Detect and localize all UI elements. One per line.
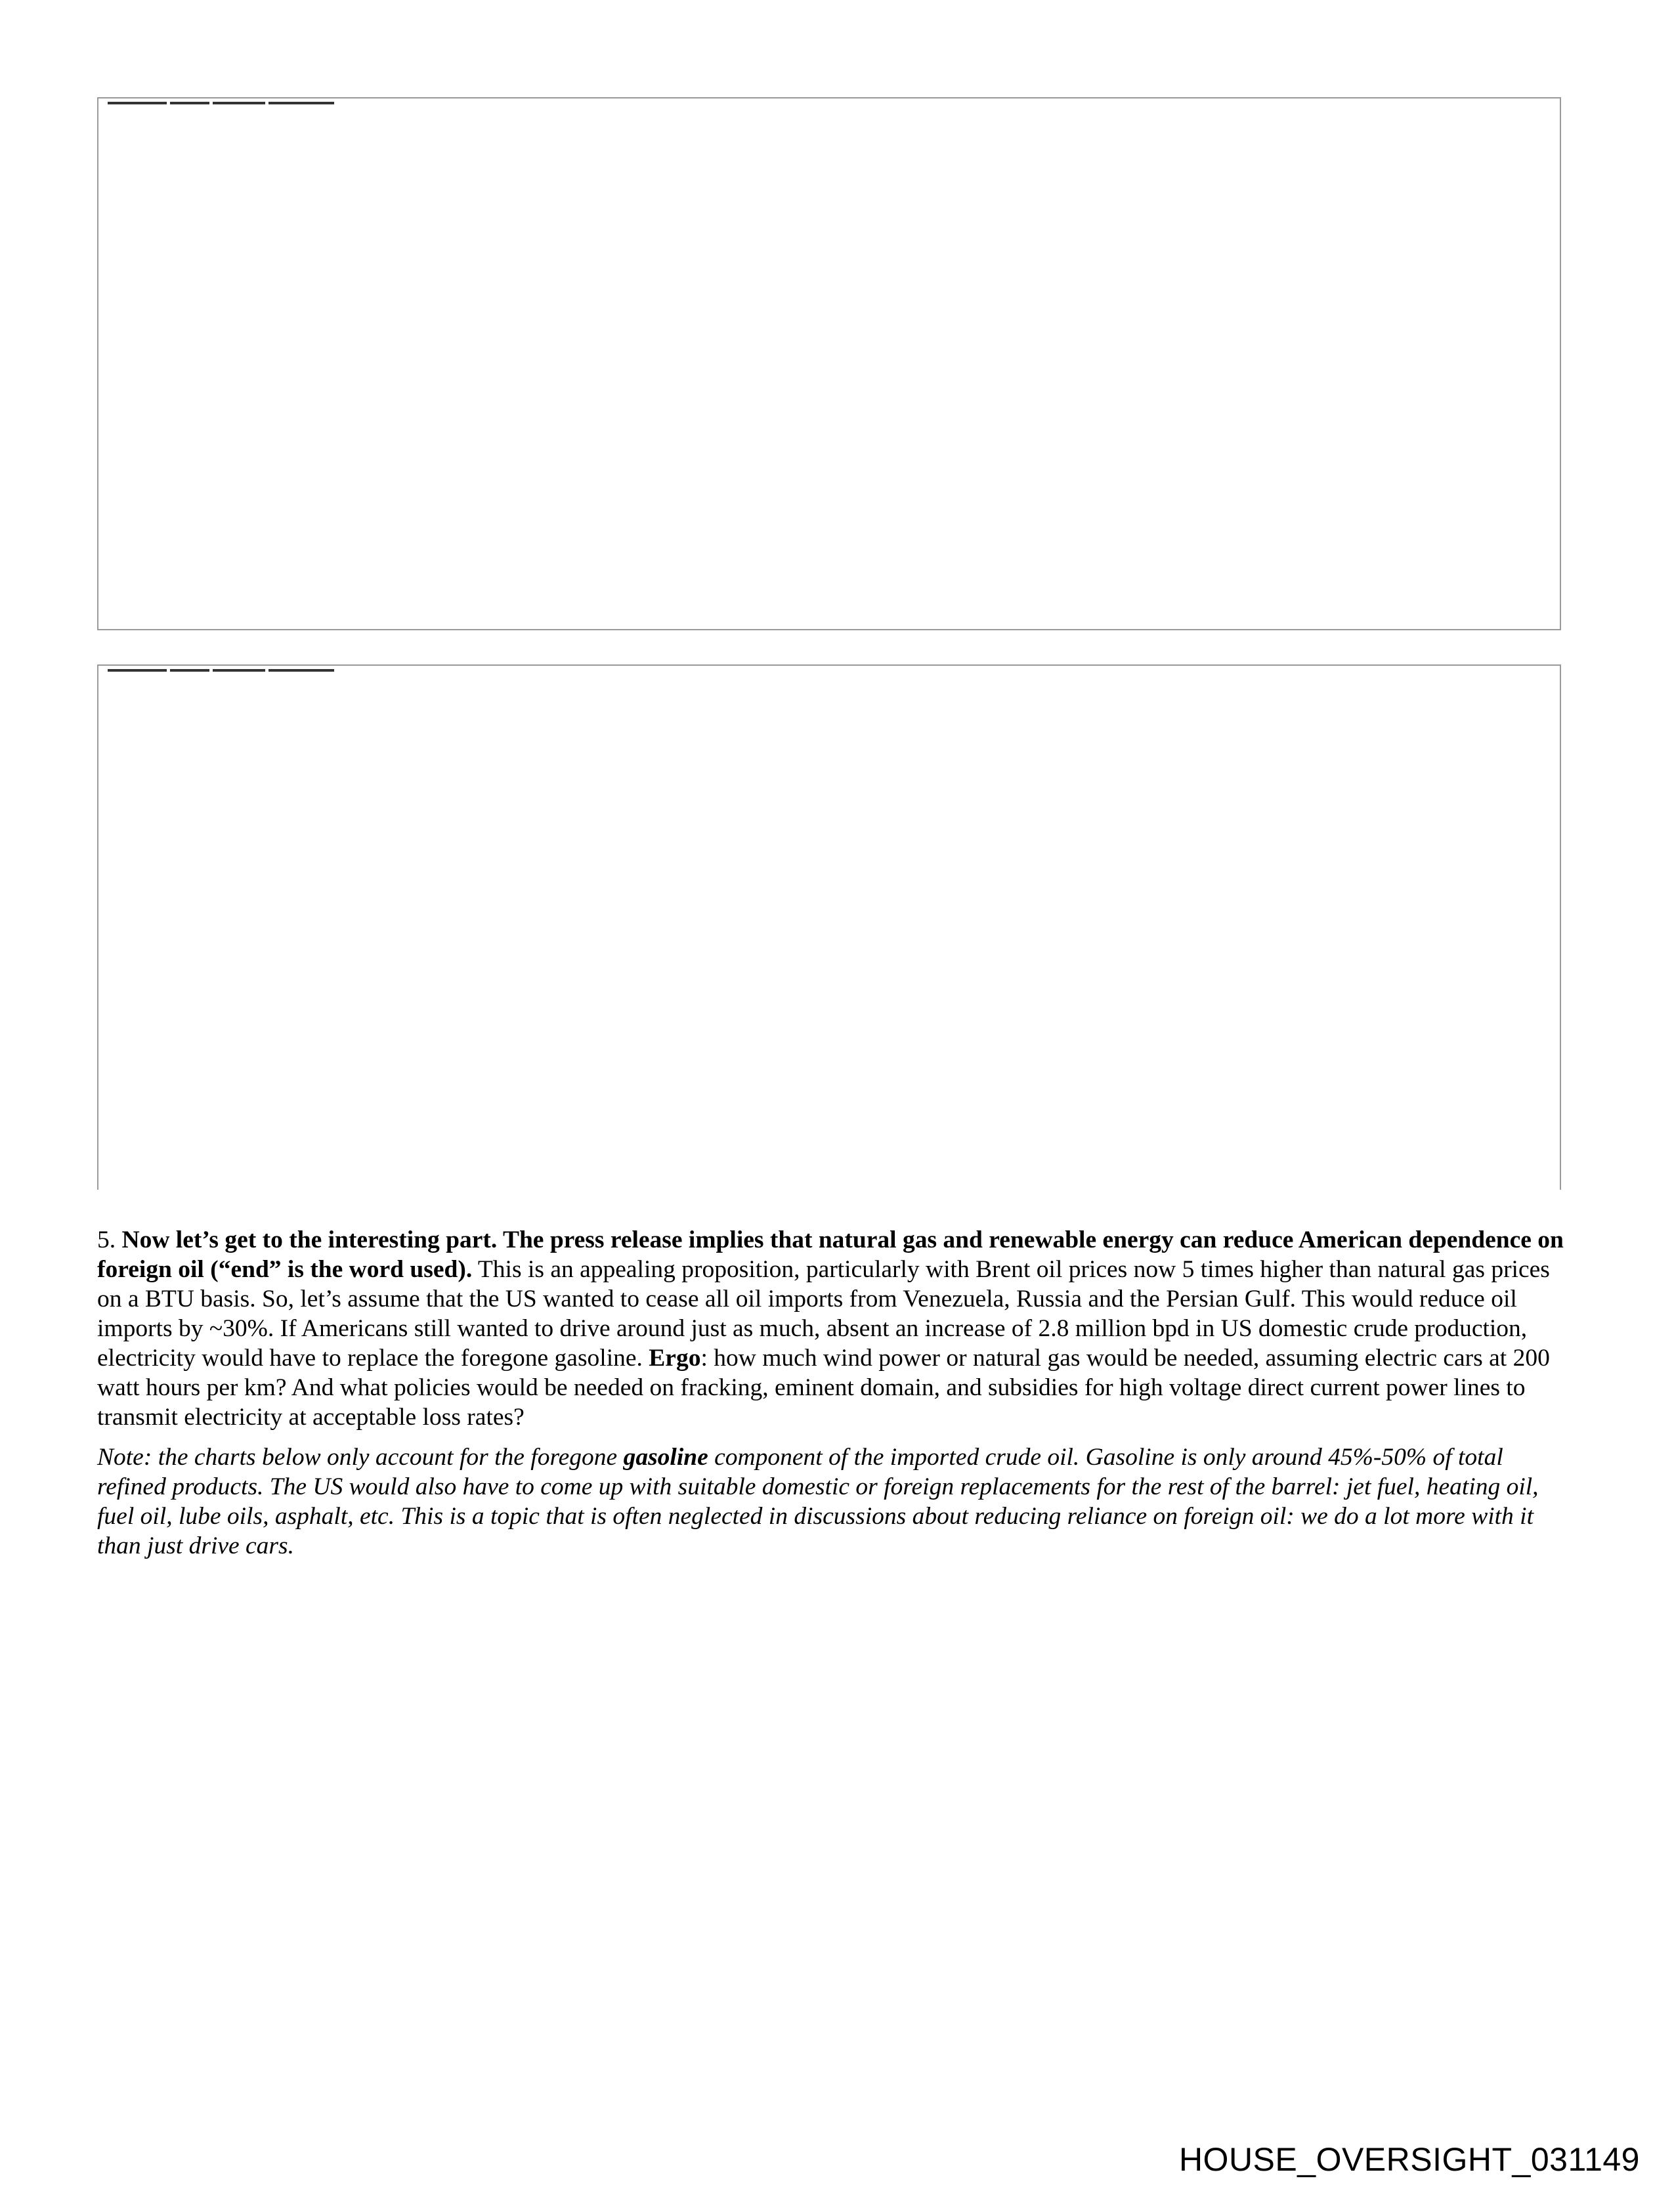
section-5-paragraph bbox=[97, 1225, 1568, 1432]
note-paragraph bbox=[97, 1442, 1568, 1561]
section-body-2: : how much wind power or natural gas would be needed, assuming electric cars at 200 watt hours per km? And what policies would be needed on fracking, eminent domain, and subsidies for high voltage direct current power lines to transmit electricity at acceptable loss rates? bbox=[97, 1345, 1550, 1431]
main-text bbox=[97, 1225, 1568, 1561]
bates-number: HOUSE_OVERSIGHT_031149 bbox=[1178, 2141, 1640, 2178]
ergo-bold: Ergo bbox=[649, 1345, 701, 1372]
section-number: 5. bbox=[97, 1226, 116, 1253]
section-lead-bold: Now let’s get to the interesting part. The press release implies that natural gas and renewable energy can reduce American dependence on foreign oil (“end” is the word used). bbox=[97, 1226, 1564, 1283]
image-placeholder-top bbox=[97, 97, 1561, 630]
image-placeholder-bottom bbox=[97, 664, 1561, 1190]
note-part-2: component of the imported crude oil. Gasoline is only around 45%-50% of total refined products. The US would also have to come up with suitable domestic or foreign replacements for the rest of the barrel: jet fuel, heating oil, fuel oil, lube oils, asphalt, etc. This is a topic that is often neglected in discussions about reducing reliance on foreign oil: we do a lot more with it than just drive cars. bbox=[97, 1444, 1539, 1559]
placeholder-caption-top bbox=[108, 101, 337, 105]
section-body-1: This is an appealing proposition, particularly with Brent oil prices now 5 times higher than natural gas prices on a BTU basis. So, let’s assume that the US wanted to cease all oil imports from Venezuela, Russia and the Persian Gulf. This would reduce oil imports by ~30%. If Americans still wanted to drive around just as much, absent an increase of 2.8 million bpd in US domestic crude production, electricity would have to replace the foregone gasoline. bbox=[97, 1256, 1550, 1372]
placeholder-caption-bottom bbox=[108, 668, 337, 672]
note-part-1: Note: the charts below only account for the foregone bbox=[97, 1444, 624, 1471]
note-bold-word: gasoline bbox=[623, 1444, 708, 1471]
